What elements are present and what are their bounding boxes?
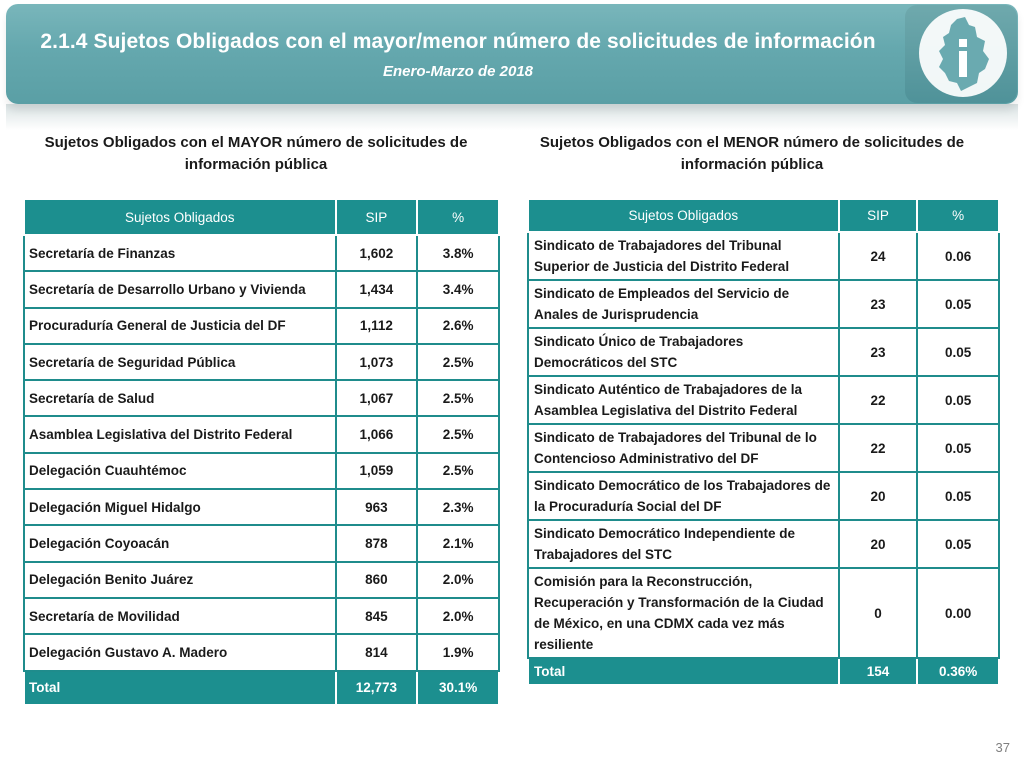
mayor-solicitudes-table xyxy=(23,198,500,706)
cell-pct: 0.05 xyxy=(917,376,999,424)
table-row xyxy=(24,271,499,307)
table-row xyxy=(24,344,499,380)
cell-sip: 0 xyxy=(839,568,918,658)
cell-sip: 23 xyxy=(839,280,918,328)
cell-sip: 24 xyxy=(839,232,918,280)
cell-name: Sindicato Democrático Independiente de Trabajadores del STC xyxy=(528,520,839,568)
table-row xyxy=(528,568,999,658)
table-row xyxy=(24,235,499,271)
cell-pct: 0.05 xyxy=(917,328,999,376)
table-row xyxy=(24,562,499,598)
cell-name: Procuraduría General de Justicia del DF xyxy=(24,308,336,344)
total-row xyxy=(528,658,999,685)
cell-sip: 20 xyxy=(839,472,918,520)
header-banner xyxy=(6,4,1018,104)
cell-pct: 3.4% xyxy=(417,271,499,307)
cell-name: Delegación Coyoacán xyxy=(24,525,336,561)
cell-sip: 860 xyxy=(336,562,418,598)
total-pct: 30.1% xyxy=(417,671,499,705)
cell-pct: 1.9% xyxy=(417,634,499,670)
cell-pct: 2.0% xyxy=(417,598,499,634)
cell-name: Delegación Benito Juárez xyxy=(24,562,336,598)
table-row xyxy=(528,232,999,280)
cell-name: Sindicato Auténtico de Trabajadores de la Asamblea Legislativa del Distrito Federal xyxy=(528,376,839,424)
table-row xyxy=(24,453,499,489)
cell-pct: 2.3% xyxy=(417,489,499,525)
cell-name: Comisión para la Reconstrucción, Recuperación y Transformación de la Ciudad de México, en una CDMX cada vez más resiliente xyxy=(528,568,839,658)
cell-pct: 0.05 xyxy=(917,520,999,568)
cell-pct: 2.5% xyxy=(417,380,499,416)
table-header-row xyxy=(528,199,999,232)
cell-pct: 0.00 xyxy=(917,568,999,658)
cell-sip: 1,073 xyxy=(336,344,418,380)
table-row xyxy=(24,525,499,561)
cell-name: Sindicato Democrático de los Trabajadores de la Procuraduría Social del DF xyxy=(528,472,839,520)
total-sip: 154 xyxy=(839,658,918,685)
page-number: 37 xyxy=(995,740,1010,755)
table-row xyxy=(24,308,499,344)
table-row xyxy=(24,416,499,452)
cell-name: Sindicato de Trabajadores del Tribunal de lo Contencioso Administrativo del DF xyxy=(528,424,839,472)
cell-sip: 1,066 xyxy=(336,416,418,452)
table-row xyxy=(528,280,999,328)
table-row xyxy=(24,489,499,525)
cell-pct: 2.5% xyxy=(417,453,499,489)
column-header-pct: % xyxy=(917,199,999,232)
cell-sip: 1,602 xyxy=(336,235,418,271)
cell-sip: 1,112 xyxy=(336,308,418,344)
cell-sip: 22 xyxy=(839,424,918,472)
table-row xyxy=(24,598,499,634)
cell-pct: 2.1% xyxy=(417,525,499,561)
column-header-sip: SIP xyxy=(839,199,918,232)
cell-sip: 23 xyxy=(839,328,918,376)
table-row xyxy=(24,634,499,670)
page-subtitle: Enero-Marzo de 2018 xyxy=(382,63,534,80)
total-row xyxy=(24,671,499,705)
right-table-caption: Sujetos Obligados con el MENOR número de solicitudes de información pública xyxy=(539,134,965,173)
cell-name: Sindicato Único de Trabajadores Democráticos del STC xyxy=(528,328,839,376)
cell-name: Asamblea Legislativa del Distrito Federal xyxy=(24,416,336,452)
cell-sip: 878 xyxy=(336,525,418,561)
column-header-sip: SIP xyxy=(336,199,418,235)
cell-pct: 2.5% xyxy=(417,416,499,452)
column-header-pct: % xyxy=(417,199,499,235)
cell-name: Secretaría de Movilidad xyxy=(24,598,336,634)
cell-sip: 963 xyxy=(336,489,418,525)
column-header-sujetos: Sujetos Obligados xyxy=(24,199,336,235)
cell-name: Secretaría de Seguridad Pública xyxy=(24,344,336,380)
cell-name: Sindicato de Trabajadores del Tribunal Superior de Justicia del Distrito Federal xyxy=(528,232,839,280)
banner-shadow xyxy=(6,104,1018,130)
column-header-sujetos: Sujetos Obligados xyxy=(528,199,839,232)
total-sip: 12,773 xyxy=(336,671,418,705)
menor-solicitudes-table xyxy=(527,198,1000,686)
cell-sip: 814 xyxy=(336,634,418,670)
logo-box xyxy=(905,5,1017,103)
cell-name: Secretaría de Finanzas xyxy=(24,235,336,271)
cell-sip: 22 xyxy=(839,376,918,424)
cell-name: Sindicato de Empleados del Servicio de Anales de Jurisprudencia xyxy=(528,280,839,328)
table-row xyxy=(528,424,999,472)
table-row xyxy=(528,472,999,520)
total-pct: 0.36% xyxy=(917,658,999,685)
cell-pct: 2.6% xyxy=(417,308,499,344)
total-label: Total xyxy=(24,671,336,705)
page-title: 2.1.4 Sujetos Obligados con el mayor/menor número de solicitudes de información xyxy=(40,30,876,53)
cell-sip: 1,067 xyxy=(336,380,418,416)
cell-name: Delegación Cuauhtémoc xyxy=(24,453,336,489)
cell-sip: 845 xyxy=(336,598,418,634)
cdmx-info-logo-icon xyxy=(935,15,991,93)
cell-pct: 0.05 xyxy=(917,472,999,520)
cell-sip: 1,059 xyxy=(336,453,418,489)
table-header-row xyxy=(24,199,499,235)
cell-pct: 0.06 xyxy=(917,232,999,280)
cell-pct: 2.5% xyxy=(417,344,499,380)
table-row xyxy=(528,328,999,376)
cell-sip: 1,434 xyxy=(336,271,418,307)
cell-name: Secretaría de Desarrollo Urbano y Vivienda xyxy=(24,271,336,307)
cell-name: Delegación Miguel Hidalgo xyxy=(24,489,336,525)
cell-pct: 2.0% xyxy=(417,562,499,598)
cell-pct: 0.05 xyxy=(917,424,999,472)
cell-name: Delegación Gustavo A. Madero xyxy=(24,634,336,670)
left-table-caption: Sujetos Obligados con el MAYOR número de solicitudes de información pública xyxy=(44,134,468,173)
cell-name: Secretaría de Salud xyxy=(24,380,336,416)
table-row xyxy=(528,520,999,568)
table-row xyxy=(24,380,499,416)
table-row xyxy=(528,376,999,424)
cell-pct: 0.05 xyxy=(917,280,999,328)
cell-pct: 3.8% xyxy=(417,235,499,271)
cell-sip: 20 xyxy=(839,520,918,568)
total-label: Total xyxy=(528,658,839,685)
